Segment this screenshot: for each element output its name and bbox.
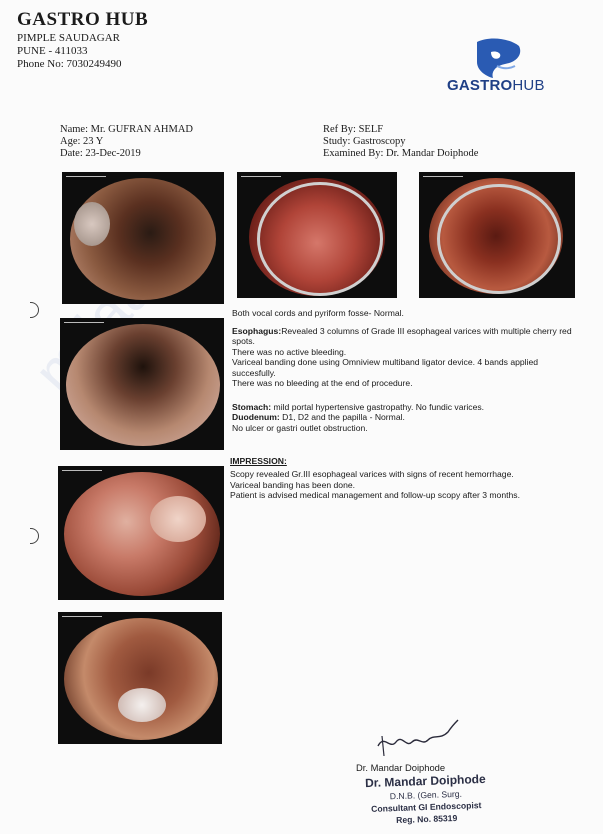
clinic-name: GASTRO HUB bbox=[17, 9, 149, 30]
esophagus-findings bbox=[232, 326, 572, 388]
signature-icon bbox=[370, 712, 460, 762]
endoscopy-image-3-icon bbox=[419, 172, 575, 298]
study-type: Study: Gastroscopy bbox=[323, 136, 406, 147]
end-bleeding-note: There was no bleeding at the end of procedure. bbox=[232, 378, 413, 389]
doctor-typed-name: Dr. Mandar Doiphode bbox=[356, 762, 446, 773]
stomach-label: Stomach: bbox=[232, 402, 272, 412]
variceal-banding-note: Variceal banding done using Omniview multiband ligator device. 4 bands applied succesfully. bbox=[232, 357, 539, 378]
logo-text-primary: GASTRO bbox=[447, 77, 513, 94]
stomach-duodenum-findings bbox=[232, 402, 572, 433]
esophagus-label: Esophagus: bbox=[232, 326, 282, 336]
patient-info bbox=[60, 124, 193, 160]
patient-name: Name: Mr. GUFRAN AHMAD bbox=[60, 124, 194, 135]
stamp-reg: Reg. No. 85319 bbox=[395, 812, 458, 826]
punch-hole-mark bbox=[30, 528, 39, 544]
endoscopy-image-2-icon bbox=[237, 172, 397, 298]
endoscopy-image-6-icon bbox=[58, 612, 222, 744]
impression-section bbox=[230, 456, 580, 501]
patient-age: Age: 23 Y bbox=[60, 136, 104, 147]
punch-hole-mark bbox=[30, 302, 39, 318]
endoscopy-image-4-icon bbox=[60, 318, 224, 450]
logo-text bbox=[447, 77, 545, 94]
referral-info bbox=[323, 124, 478, 160]
endoscopy-image-5-icon bbox=[58, 466, 224, 600]
ref-by: Ref By: SELF bbox=[323, 124, 384, 135]
address-line-2: PUNE - 411033 bbox=[17, 45, 88, 57]
endoscopy-image-1-icon bbox=[62, 172, 224, 304]
logo-text-secondary: HUB bbox=[512, 77, 545, 94]
impression-line-3: Patient is advised medical management and follow-up scopy after 3 months. bbox=[230, 490, 520, 501]
impression-heading: IMPRESSION: bbox=[230, 456, 287, 466]
examined-by: Examined By: Dr. Mandar Doiphode bbox=[323, 148, 479, 159]
vocal-cords-finding: Both vocal cords and pyriform fosse- Normal. bbox=[232, 308, 404, 318]
esophagus-text: Revealed 3 columns of Grade III esophageal varices with multiple cherry red spots. bbox=[232, 326, 572, 347]
no-active-bleeding: There was no active bleeding. bbox=[232, 346, 347, 357]
stomach-text: mild portal hypertensive gastropathy. No fundic varices. bbox=[271, 402, 485, 412]
duodenum-text: D1, D2 and the papilla - Normal. bbox=[279, 412, 405, 423]
stamp-name: Dr. Mandar Doiphode bbox=[364, 771, 486, 791]
duodenum-label: Duodenum: bbox=[232, 412, 280, 423]
impression-line-1: Scopy revealed Gr.III esophageal varices with signs of recent hemorrhage. bbox=[230, 469, 514, 480]
impression-line-2: Variceal banding has been done. bbox=[230, 479, 356, 490]
ulcer-note: No ulcer or gastri outlet obstruction. bbox=[232, 422, 368, 433]
stamp-degree: D.N.B. (Gen. Surg. bbox=[389, 788, 463, 802]
doctor-stamp bbox=[345, 771, 507, 827]
phone-number: Phone No: 7030249490 bbox=[17, 58, 122, 70]
stamp-title: Consultant GI Endoscopist bbox=[370, 800, 482, 814]
exam-date: Date: 23-Dec-2019 bbox=[60, 148, 141, 159]
address-line-1: PIMPLE SAUDAGAR bbox=[17, 32, 120, 44]
